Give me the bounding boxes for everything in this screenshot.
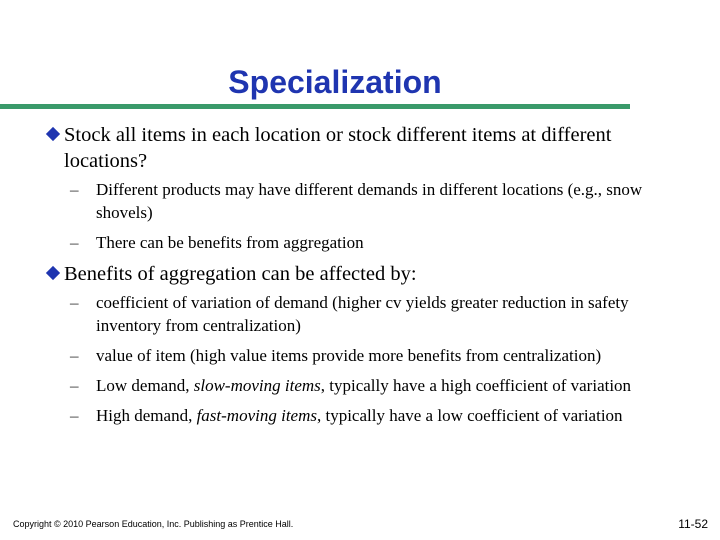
sub-item bbox=[50, 404, 686, 427]
sub-item bbox=[50, 178, 686, 224]
sub-item-text: coefficient of variation of demand (higher cv yields greater reduction in safety inventory from centralization) bbox=[96, 293, 629, 335]
diamond-bullet-icon bbox=[46, 127, 60, 141]
bullet-1-text: Stock all items in each location or stock different items at different locations? bbox=[64, 124, 612, 172]
sub-item-text: Different products may have different demands in different locations (e.g., snow shovels) bbox=[96, 180, 643, 222]
sub-item-text: Low demand, slow-moving items, typically have a high coefficient of variation bbox=[96, 376, 632, 395]
sub-item-text: value of item (high value items provide more benefits from centralization) bbox=[96, 346, 602, 365]
slide-body bbox=[46, 122, 686, 434]
diamond-bullet-icon bbox=[46, 266, 60, 280]
sub-item bbox=[50, 291, 686, 337]
sub-item bbox=[50, 374, 686, 397]
bullet-1-subitems bbox=[50, 178, 686, 254]
sub-item-text: There can be benefits from aggregation bbox=[96, 233, 364, 252]
copyright-notice: Copyright © 2010 Pearson Education, Inc. Publishing as Prentice Hall. bbox=[13, 519, 294, 529]
title-underline bbox=[0, 104, 630, 109]
bullet-2-text: Benefits of aggregation can be affected by: bbox=[64, 263, 417, 285]
bullet-2 bbox=[46, 261, 686, 287]
slide-title: Specialization bbox=[228, 64, 442, 100]
emphasis-text: fast-moving items bbox=[196, 406, 317, 425]
emphasis-text: slow-moving items bbox=[193, 376, 321, 395]
sub-item bbox=[50, 344, 686, 367]
bullet-1 bbox=[46, 122, 686, 174]
dash-marker: – bbox=[70, 346, 79, 365]
sub-item bbox=[50, 231, 686, 254]
dash-marker: – bbox=[70, 233, 79, 252]
dash-marker: – bbox=[70, 376, 79, 395]
dash-marker: – bbox=[70, 406, 79, 425]
sub-item-text: High demand, fast-moving items, typically have a low coefficient of variation bbox=[96, 406, 623, 425]
bullet-2-subitems bbox=[50, 291, 686, 427]
page-number: 11-52 bbox=[678, 517, 708, 531]
dash-marker: – bbox=[70, 180, 79, 199]
dash-marker: – bbox=[70, 293, 79, 312]
